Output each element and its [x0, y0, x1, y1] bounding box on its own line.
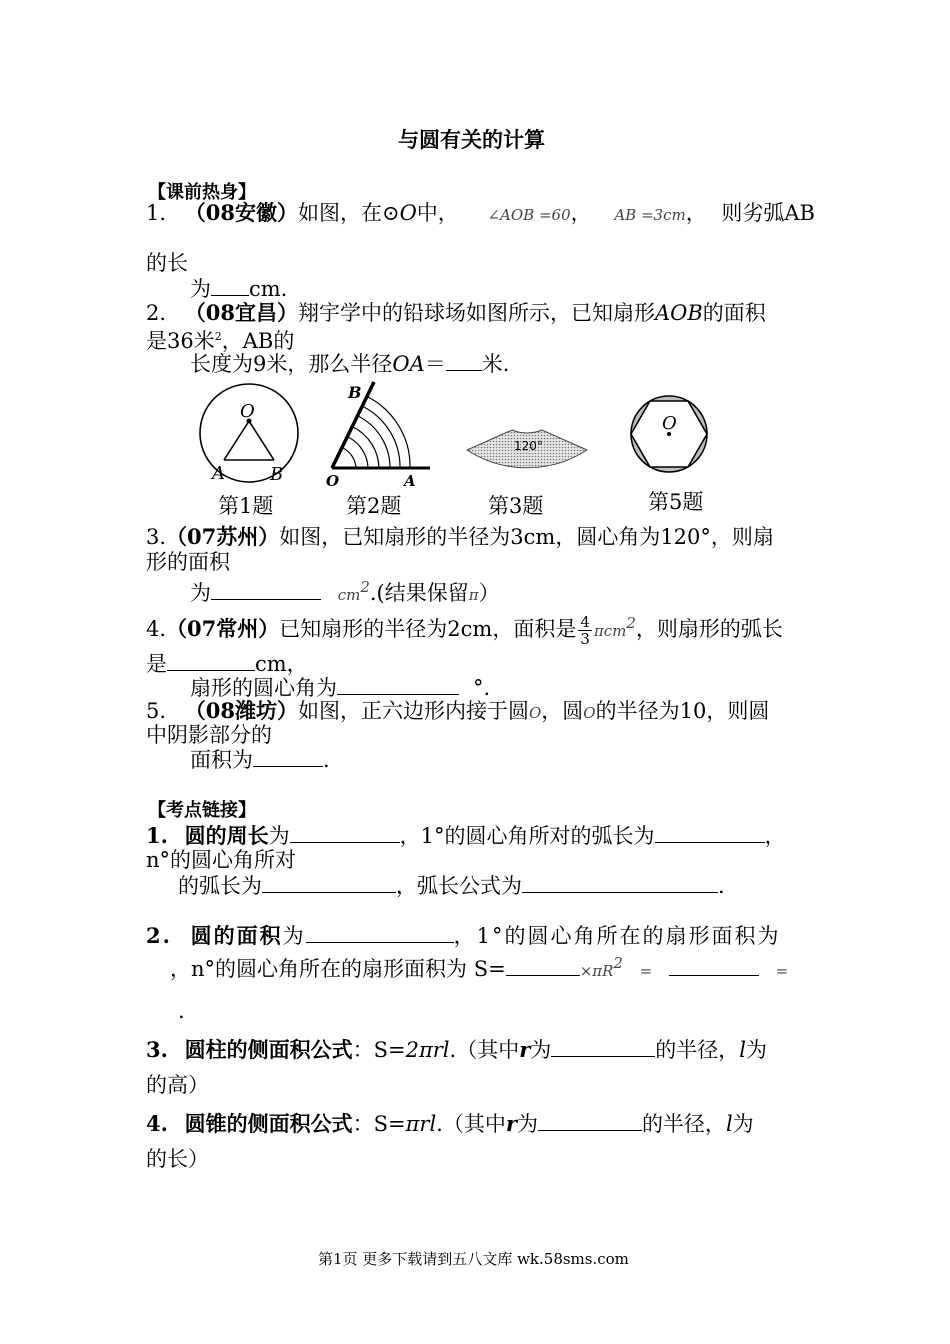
point-label-O: O: [326, 472, 340, 488]
question-1-line-3: 为 cm.: [190, 277, 288, 301]
figure-1-circle-diagram: [196, 375, 302, 490]
answer-blank[interactable]: [446, 350, 482, 371]
answer-blank[interactable]: [290, 822, 400, 843]
key-point-3-line-2: 的高）: [146, 1073, 209, 1097]
point-label-A: A: [212, 463, 225, 484]
formula: πrl: [405, 1112, 437, 1136]
key-point-2-line-3: .: [178, 999, 185, 1023]
question-source: （08安徽）: [184, 200, 298, 225]
question-2-line-2: 是36米$^2$，AB的: [146, 329, 295, 353]
question-3-line-2: 形的面积: [146, 550, 230, 574]
key-point-1-line-3: 的弧长为 ，弧长公式为 .: [178, 874, 725, 898]
key-point-label: 圆的周长: [184, 823, 269, 848]
answer-blank[interactable]: [262, 872, 396, 893]
answer-blank[interactable]: [538, 1110, 642, 1131]
question-2-line-1: 2. （08宜昌）翔宇学中的铅球场如图所示，已知扇形AOB的面积: [146, 300, 766, 325]
answer-blank[interactable]: [337, 674, 459, 695]
point-label-A: A: [404, 472, 416, 488]
key-point-1-line-1: 1. 圆的周长为 ，1°的圆心角所对的弧长为 ，: [146, 823, 786, 848]
key-point-label: 圆柱的侧面积公式: [184, 1037, 353, 1062]
question-source: （08潍坊）: [184, 698, 298, 723]
answer-blank[interactable]: [211, 579, 321, 600]
question-4-line-1: 4.（07常州）已知扇形的半径为2cm，面积是 $\frac{4}{3}$ πcm$^2$，则扇形的弧长: [146, 613, 783, 648]
key-point-1-line-2: n°的圆心角所对: [146, 848, 297, 872]
answer-blank[interactable]: [669, 955, 759, 976]
point-label-B: B: [348, 383, 362, 402]
answer-blank[interactable]: [253, 746, 323, 767]
question-4-line-3: 扇形的圆心角为 °.: [190, 676, 491, 700]
answer-blank[interactable]: [306, 922, 454, 943]
key-point-4-line-2: 的长）: [146, 1147, 209, 1171]
question-5-line-3: 面积为 .: [190, 748, 330, 772]
question-1-line-2: 的长: [146, 251, 188, 275]
key-point-3-line-1: 3. 圆柱的侧面积公式：S=2πrl.（其中r为 的半径，l为: [146, 1037, 768, 1062]
question-source: （08宜昌）: [184, 300, 298, 325]
question-4-line-2: 是 cm，: [146, 652, 308, 676]
section-heading-warmup: 【课前热身】: [148, 182, 256, 203]
point-label-O: O: [240, 401, 255, 422]
question-3-line-3: 为 $cm^2$.(结果保留π）: [190, 578, 500, 605]
question-source: （07苏州）: [166, 524, 280, 549]
figure-3-annular-sector: [462, 410, 592, 490]
question-5-line-2: 中阴影部分的: [146, 723, 272, 747]
page-footer: 第1页 更多下载请到五八文库 wk.58sms.com: [318, 1250, 629, 1268]
figure-1-caption: 第1题: [218, 494, 274, 518]
figure-5-hexagon-in-circle: [628, 393, 710, 475]
key-point-4-line-1: 4. 圆锥的侧面积公式：S=πrl.（其中r为 的半径，l为: [146, 1111, 754, 1136]
point-label-O: O: [662, 413, 677, 434]
figure-2-sector-diagram: [322, 378, 438, 488]
question-source: （07常州）: [166, 616, 280, 641]
answer-blank[interactable]: [655, 822, 765, 843]
key-point-2-line-1: 2. 圆的面积为 ，1°的圆心角所在的扇形面积为: [146, 923, 781, 948]
point-label-B: B: [270, 464, 284, 485]
key-point-2-line-2: ，n°的圆心角所在的扇形面积为 $S= \times\pi R^2$ = =: [170, 954, 789, 981]
question-1-line-1: 1. （08安徽）如图，在⊙O中， ∠AOB =60， AB =3cm， 则劣弧AB: [146, 200, 815, 225]
page-title: 与圆有关的计算: [398, 128, 545, 152]
chord-formula: AB =3cm: [614, 206, 686, 224]
answer-blank[interactable]: [522, 872, 718, 893]
answer-blank[interactable]: [506, 955, 580, 976]
answer-blank[interactable]: [167, 650, 255, 671]
angle-label: 120°: [514, 439, 543, 453]
figure-3-caption: 第3题: [488, 494, 544, 518]
key-point-label: 圆的面积: [190, 923, 283, 948]
figure-5-caption: 第5题: [648, 490, 704, 514]
section-heading-key-points: 【考点链接】: [148, 800, 256, 821]
angle-formula: ∠AOB =60: [487, 206, 571, 224]
question-2-line-3: 长度为9米，那么半径OA＝ 米.: [190, 352, 510, 376]
key-point-label: 圆锥的侧面积公式: [184, 1111, 353, 1136]
question-5-line-1: 5. （08潍坊）如图，正六边形内接于圆O，圆O的半径为10，则圆: [146, 698, 770, 723]
question-3-line-1: 3.（07苏州）如图，已知扇形的半径为3cm，圆心角为120°，则扇: [146, 524, 774, 549]
figure-2-caption: 第2题: [346, 494, 402, 518]
answer-blank[interactable]: [211, 275, 249, 296]
formula: 2πrl: [405, 1038, 450, 1062]
answer-blank[interactable]: [551, 1036, 655, 1057]
fraction-four-thirds: $\frac{4}{3}$: [580, 613, 590, 648]
